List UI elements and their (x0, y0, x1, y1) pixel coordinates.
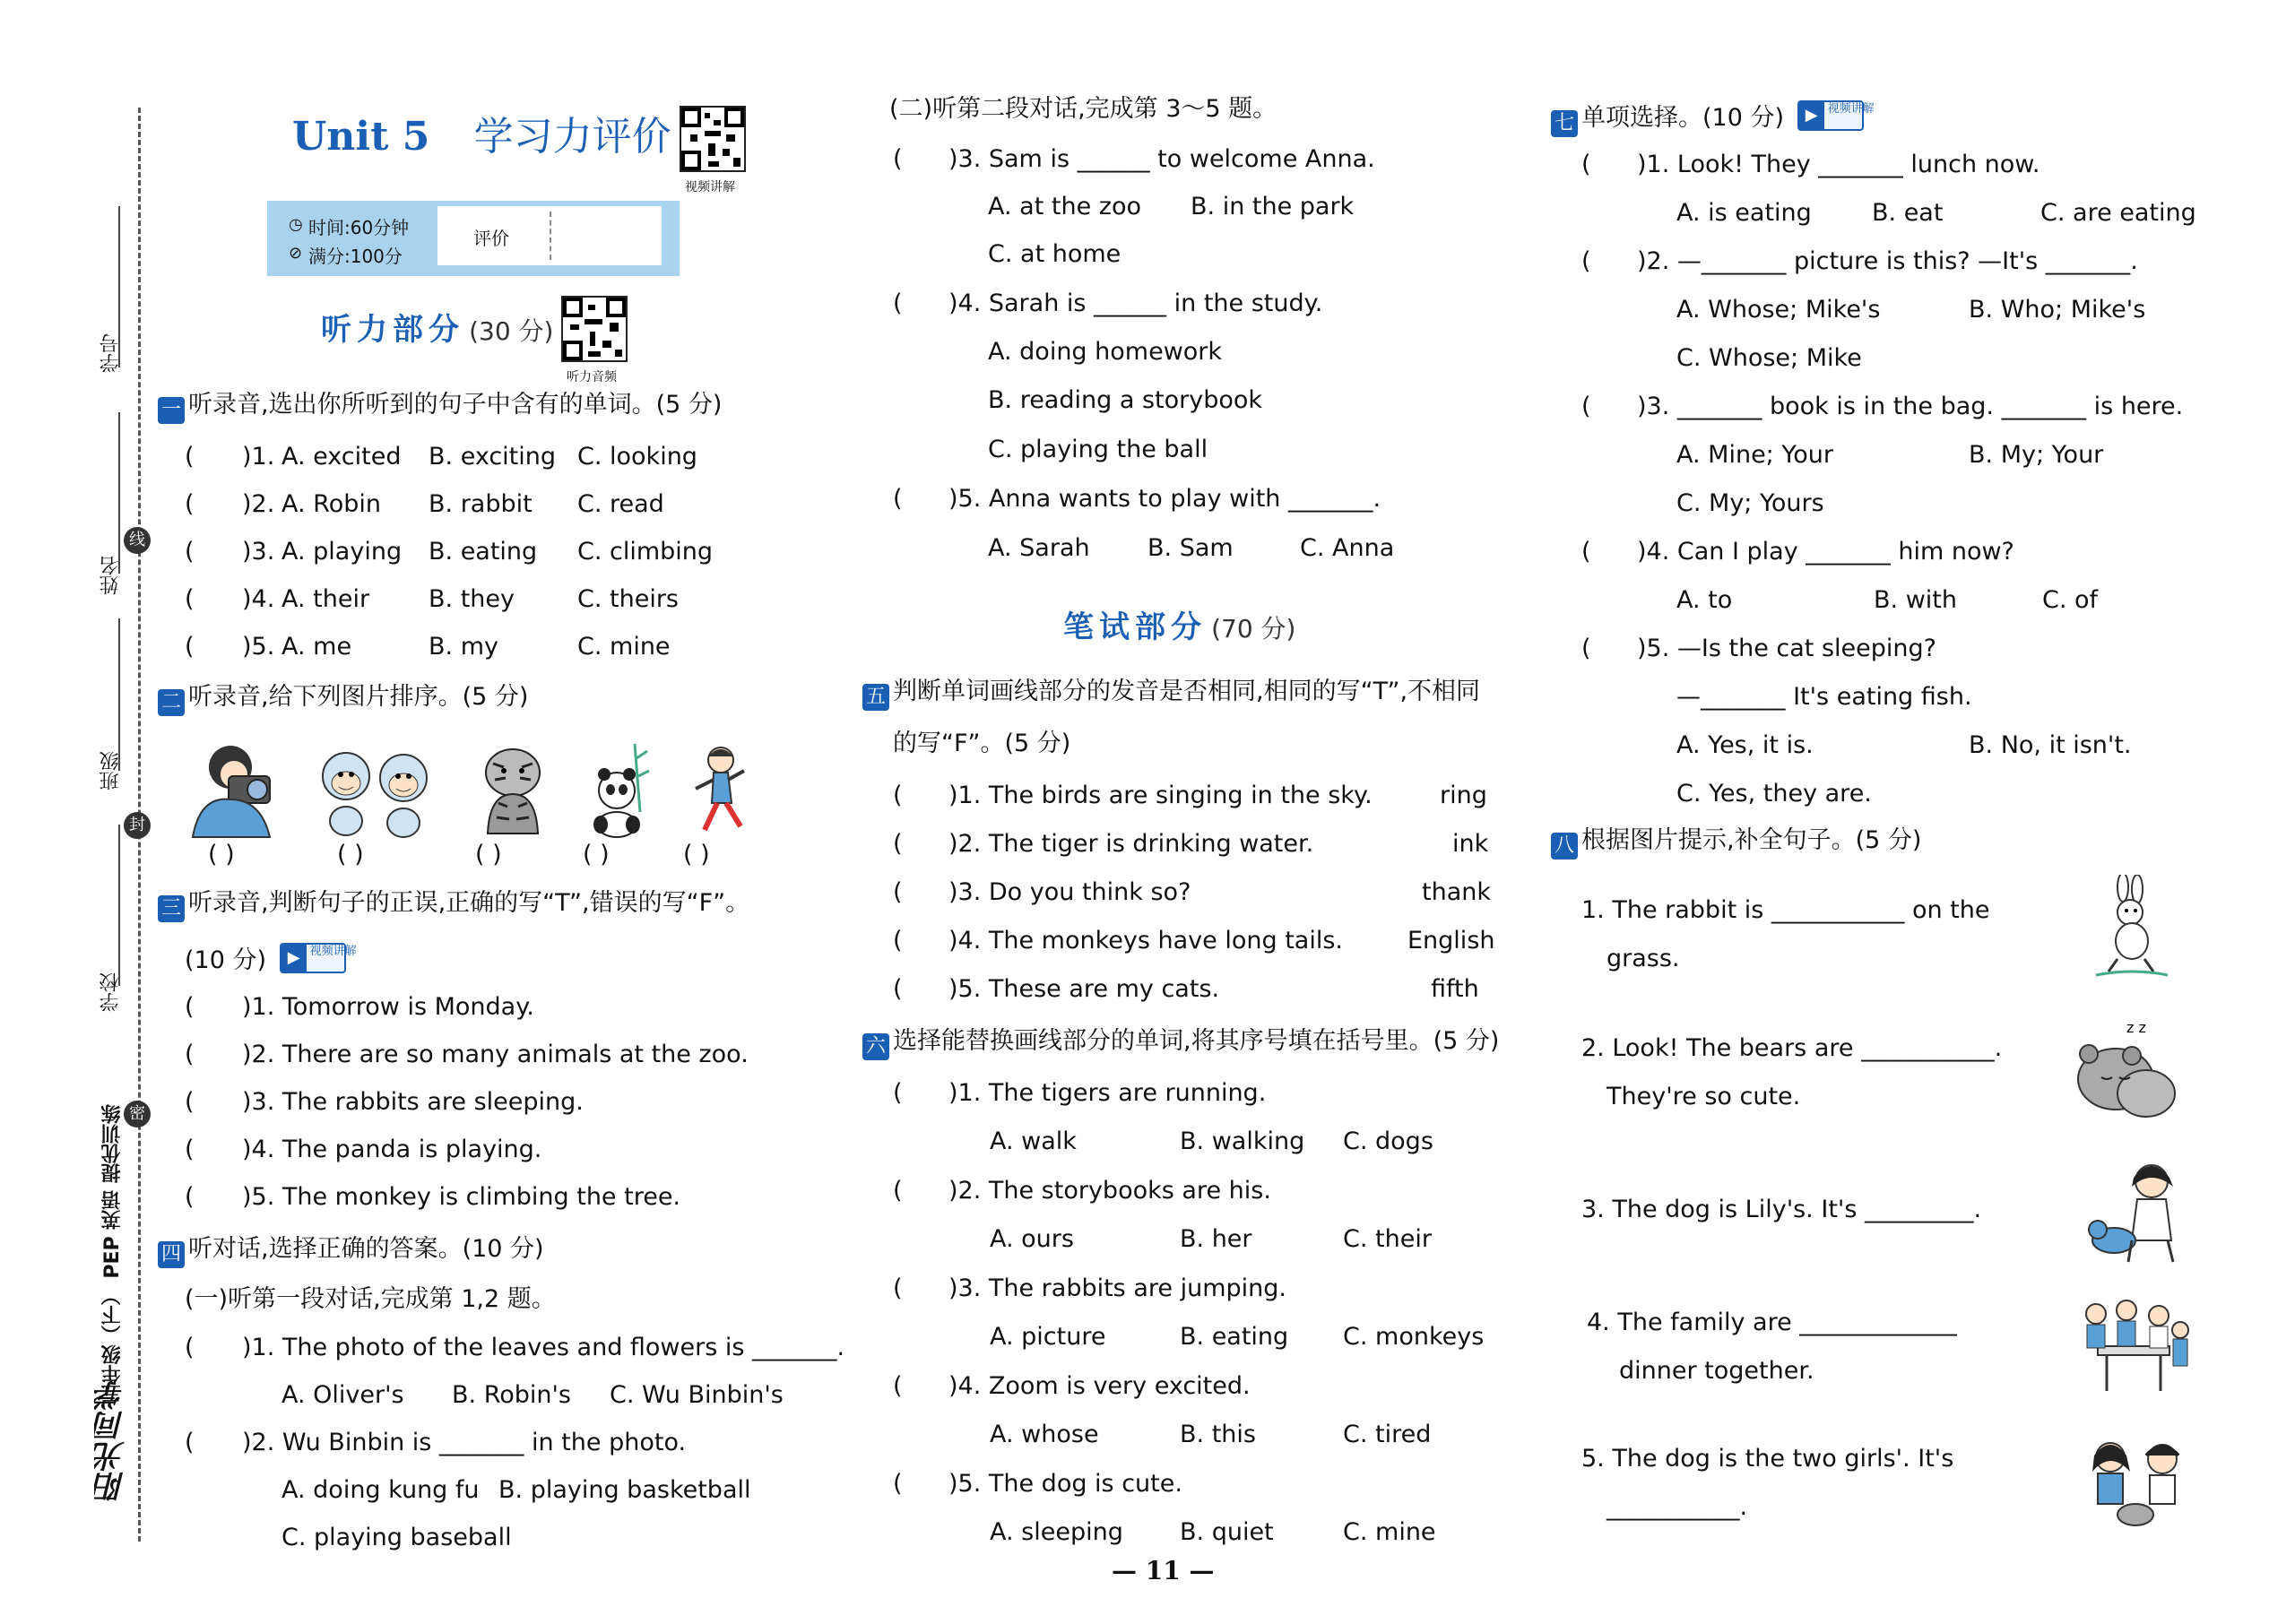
s4-q5-a: A. Sarah (988, 534, 1090, 562)
list-item: ( (185, 993, 195, 1021)
s8-q4-line1: 4. The family are _____________ (1587, 1309, 1957, 1336)
s6-q4: )4. Zoom is very excited. (948, 1372, 1251, 1400)
section1-num: 一 (158, 397, 185, 424)
s4-q1-a: A. Oliver's (281, 1381, 404, 1409)
s4-q1: )1. The photo of the leaves and flowers is _______. (242, 1334, 845, 1361)
play-icon: ▶ (1799, 102, 1824, 129)
section3-num: 三 (158, 895, 185, 922)
list-item: ( (185, 538, 195, 566)
sidebar-name-line (118, 412, 120, 574)
s4-q4-c: C. playing the ball (988, 436, 1208, 463)
section1-title: 一 听录音,选出你所听到的句子中含有的单词。(5 分) (158, 391, 722, 424)
list-item: ( (893, 927, 903, 955)
s4-q3-b: B. in the park (1191, 193, 1355, 220)
s4-q4-a: A. doing homework (988, 338, 1223, 366)
section6-title: 六 选择能替换画线部分的单词,将其序号填在括号里。(5 分) (862, 1027, 1499, 1060)
list-item: ( (893, 1470, 903, 1498)
s4-q5-c: C. Anna (1300, 534, 1395, 562)
list-item: ( (893, 289, 903, 317)
picture-blank-3[interactable]: ( ) (475, 841, 502, 868)
s7-q5: )5. —Is the cat sleeping? (1637, 635, 1936, 662)
section4-part2-title: (二)听第二段对话,完成第 3～5 题。 (889, 95, 1277, 123)
s4-q2-c: C. playing baseball (281, 1524, 512, 1551)
s5-q4: )4. The monkeys have long tails. (948, 927, 1343, 955)
s6-q3: )3. The rabbits are jumping. (948, 1274, 1286, 1302)
section8-num: 八 (1551, 833, 1578, 860)
s4-q2: )2. Wu Binbin is _______ in the photo. (242, 1429, 687, 1456)
s7-q2-b: B. Who; Mike's (1969, 296, 2146, 324)
s1-q5-a: A. me (281, 633, 352, 661)
s7-q2-a: A. Whose; Mike's (1676, 296, 1881, 324)
list-item: ( (185, 1334, 195, 1361)
s7-q2: )2. —_______ picture is this? —It's _______. (1637, 247, 2138, 275)
time-label: 时间:60分钟 (308, 217, 410, 238)
s8-q5-line1: 5. The dog is the two girls'. It's (1581, 1445, 1954, 1473)
s7-q5-a: A. Yes, it is. (1676, 731, 1814, 759)
s6-q1-b: B. walking (1180, 1127, 1305, 1155)
s7-q4-b: B. with (1874, 586, 1957, 614)
sidebar-name-label: 姓名 (100, 556, 122, 595)
listening-score: (30 分) (469, 316, 554, 346)
s6-q4-c: C. tired (1343, 1421, 1432, 1448)
s4-q3-c: C. at home (988, 240, 1122, 268)
s6-q3-a: A. picture (990, 1323, 1106, 1351)
seal-mark-mi: 密 (124, 1101, 151, 1127)
panda-picture (585, 740, 656, 839)
written-score: (70 分) (1211, 614, 1296, 644)
title-unit: Unit 5 (292, 114, 430, 160)
s7-q4-a: A. to (1676, 586, 1733, 614)
list-item: ( (1581, 151, 1591, 178)
s1-q4-b: B. they (429, 585, 515, 613)
s7-q3-c: C. My; Yours (1676, 489, 1824, 517)
video-explain-button[interactable]: ▶ 视频讲解 (280, 943, 346, 973)
s7-q3-b: B. My; Your (1969, 441, 2104, 469)
s6-q5: )5. The dog is cute. (948, 1470, 1182, 1498)
s4-q5-b: B. Sam (1148, 534, 1234, 562)
list-item: ( (185, 1429, 195, 1456)
qr-code-video[interactable] (680, 106, 746, 172)
list-item: ( (893, 782, 903, 809)
s3-q4: )4. The panda is playing. (242, 1136, 542, 1163)
s4-q1-c: C. Wu Binbin's (610, 1381, 784, 1409)
s8-q1-line1: 1. The rabbit is ___________ on the (1581, 896, 1990, 924)
s1-q4-c: C. theirs (577, 585, 679, 613)
list-item: ( (185, 585, 195, 613)
list-item: ( (893, 1079, 903, 1107)
s1-q5-c: C. mine (577, 633, 671, 661)
s1-q1-b: B. exciting (429, 443, 557, 471)
list-item: ( (185, 490, 195, 518)
s6-q5-c: C. mine (1343, 1518, 1436, 1546)
s6-q2: )2. The storybooks are his. (948, 1177, 1271, 1205)
section4-part1-title: (一)听第一段对话,完成第 1,2 题。 (185, 1285, 556, 1313)
s6-q2-c: C. their (1343, 1225, 1432, 1253)
s7-q1-b: B. eat (1872, 199, 1944, 227)
s6-q2-a: A. ours (990, 1225, 1074, 1253)
s7-q5-b: B. No, it isn't. (1969, 731, 2132, 759)
s8-q5-line2: ___________. (1606, 1493, 1748, 1521)
s7-q1-a: A. is eating (1676, 199, 1812, 227)
section2-num: 二 (158, 689, 185, 716)
s1-q1-c: C. looking (577, 443, 697, 471)
s8-q4-line2: dinner together. (1619, 1357, 1814, 1385)
svg-text:z z: z z (2126, 1019, 2146, 1036)
s7-q4: )4. Can I play _______ him now? (1637, 538, 2014, 566)
section5-num: 五 (862, 684, 889, 711)
list-item: ( (185, 443, 195, 471)
s4-q4: )4. Sarah is ______ in the study. (948, 289, 1323, 317)
section7-num: 七 (1551, 110, 1578, 137)
two-girls-with-dog-picture (2078, 1432, 2195, 1531)
s4-q3: )3. Sam is ______ to welcome Anna. (948, 145, 1375, 173)
tiger-picture (468, 740, 558, 839)
section4-num: 四 (158, 1241, 185, 1268)
list-item: ( (893, 975, 903, 1003)
s7-q5-c: C. Yes, they are. (1676, 780, 1872, 808)
s1-q5-num: )5. (242, 633, 275, 661)
s8-q2-line1: 2. Look! The bears are ___________. (1581, 1034, 2003, 1062)
s3-q3: )3. The rabbits are sleeping. (242, 1088, 584, 1116)
photographer-picture (184, 740, 291, 839)
s6-q5-a: A. sleeping (990, 1518, 1123, 1546)
section7-title: 七 单项选择。(10 分) ▶ 视频讲解 (1551, 100, 1864, 137)
rabbit-picture (2087, 875, 2177, 982)
s4-q3-a: A. at the zoo (988, 193, 1141, 220)
s4-q2-b: B. playing basketball (498, 1476, 751, 1504)
sidebar-series: 五年级（下） PEP 英语 提优训练 (101, 1104, 124, 1404)
s3-q5: )5. The monkey is climbing the tree. (242, 1183, 681, 1211)
s3-q1: )1. Tomorrow is Monday. (242, 993, 534, 1021)
s1-q1-a: A. excited (281, 443, 402, 471)
s7-q4-c: C. of (2042, 586, 2099, 614)
picture-blank-2[interactable]: ( ) (337, 841, 364, 868)
s5-q3: )3. Do you think so? (948, 878, 1191, 906)
s8-q1-line2: grass. (1606, 945, 1680, 972)
list-item: ( (893, 1274, 903, 1302)
section3-title: 三 听录音,判断句子的正误,正确的写“T”,错误的写“F”。 (158, 889, 749, 922)
s4-q5: )5. Anna wants to play with _______. (948, 485, 1381, 513)
s5-q5: )5. These are my cats. (948, 975, 1220, 1003)
s7-q5-line2: —_______ It's eating fish. (1676, 683, 1972, 711)
s5-q1-word: ring (1440, 782, 1487, 809)
sidebar-class-label: 班级 (100, 751, 122, 790)
list-item: ( (1581, 393, 1591, 420)
s6-q4-b: B. this (1180, 1421, 1256, 1448)
s1-q3-c: C. climbing (577, 538, 714, 566)
section3-score: (10 分) (185, 946, 267, 974)
page-title (292, 104, 671, 161)
eval-label: 评价 (473, 228, 509, 249)
s5-q1: )1. The birds are singing in the sky. (948, 782, 1373, 809)
listening-title: 听力部分 (321, 312, 464, 348)
sidebar-class-line (118, 618, 120, 771)
s1-q3-num: )3. (242, 538, 275, 566)
monkeys-picture (314, 740, 439, 839)
section2-title: 二 听录音,给下列图片排序。(5 分) (158, 683, 528, 716)
s1-q3-a: A. playing (281, 538, 403, 566)
picture-blank-1[interactable]: ( ) (208, 841, 235, 868)
s8-q2-line2: They're so cute. (1606, 1083, 1801, 1110)
picture-blank-5[interactable]: ( ) (683, 841, 710, 868)
audio-caption: 听力音频 (567, 370, 617, 384)
s7-q1-c: C. are eating (2040, 199, 2196, 227)
s1-q5-b: B. my (429, 633, 498, 661)
family-dinner-picture (2071, 1292, 2196, 1400)
qr-code-audio[interactable] (561, 296, 628, 362)
s5-q2-word: ink (1452, 830, 1489, 858)
s3-q2: )2. There are so many animals at the zoo. (242, 1041, 749, 1068)
section3-score-line (185, 943, 357, 975)
seal-mark-feng: 封 (124, 812, 151, 839)
s8-q3-line1: 3. The dog is Lily's. It's _________. (1581, 1196, 1982, 1223)
title-cn: 学习力评价 (473, 114, 671, 160)
check-icon: ⊘ (289, 244, 303, 263)
s5-q4-word: English (1407, 927, 1495, 955)
score-label: 满分:100分 (308, 246, 403, 267)
sleeping-bears-picture (2069, 1018, 2186, 1126)
listening-heading (321, 305, 553, 349)
s6-q1-c: C. dogs (1343, 1127, 1433, 1155)
s6-q4-a: A. whose (990, 1421, 1099, 1448)
list-item: ( (893, 145, 903, 173)
s1-q2-num: )2. (242, 490, 275, 518)
clock-icon: ◷ (289, 215, 303, 234)
s1-q2-c: C. read (577, 490, 664, 518)
sidebar-number-line (118, 206, 120, 367)
list-item: ( (185, 1136, 195, 1163)
s4-q1-b: B. Robin's (452, 1381, 571, 1409)
page-number: — 11 — (1112, 1556, 1215, 1585)
time-score-panel (267, 201, 680, 276)
list-item: ( (185, 1041, 195, 1068)
s1-q2-a: A. Robin (281, 490, 381, 518)
s5-q5-word: fifth (1431, 975, 1479, 1003)
list-item: ( (893, 830, 903, 858)
s7-q2-c: C. Whose; Mike (1676, 344, 1862, 372)
s4-q4-b: B. reading a storybook (988, 386, 1263, 414)
list-item: ( (893, 1177, 903, 1205)
s5-q3-word: thank (1422, 878, 1491, 906)
s1-q1-num: )1. (242, 443, 275, 471)
video-explain-button[interactable]: ▶ 视频讲解 (1797, 100, 1864, 131)
list-item: ( (1581, 247, 1591, 275)
s7-q3-a: A. Mine; Your (1676, 441, 1833, 469)
play-icon: ▶ (281, 945, 307, 972)
s1-q4-num: )4. (242, 585, 275, 613)
seal-mark-xian: 线 (124, 527, 151, 554)
section5-title-line1: 五 判断单词画线部分的发音是否相同,相同的写“T”,不相同 (862, 678, 1480, 711)
brand-logo: 阳光同学 (94, 1380, 130, 1502)
s6-q1-a: A. walk (990, 1127, 1077, 1155)
eval-divider (550, 212, 551, 260)
s5-q2: )2. The tiger is drinking water. (948, 830, 1314, 858)
s1-q4-a: A. their (281, 585, 370, 613)
section4-title: 四 听对话,选择正确的答案。(10 分) (158, 1235, 544, 1268)
list-item: ( (185, 633, 195, 661)
list-item: ( (1581, 635, 1591, 662)
s6-q5-b: B. quiet (1180, 1518, 1274, 1546)
s6-q1: )1. The tigers are running. (948, 1079, 1267, 1107)
list-item: ( (185, 1088, 195, 1116)
s4-q2-a: A. doing kung fu (281, 1476, 480, 1504)
sidebar-number-label: 学号 (100, 333, 122, 373)
s6-q3-b: B. eating (1180, 1323, 1289, 1351)
list-item: ( (185, 1183, 195, 1211)
sidebar-school-label: 学校 (100, 972, 122, 1012)
s1-q2-b: B. rabbit (429, 490, 533, 518)
list-item: ( (893, 878, 903, 906)
list-item: ( (893, 1372, 903, 1400)
picture-blank-4[interactable]: ( ) (583, 841, 610, 868)
section8-title: 八 根据图片提示,补全句子。(5 分) (1551, 826, 1921, 860)
s6-q2-b: B. her (1180, 1225, 1252, 1253)
written-heading (1063, 602, 1295, 646)
section6-num: 六 (862, 1033, 889, 1060)
eval-box[interactable] (437, 206, 662, 265)
s1-q3-b: B. eating (429, 538, 538, 566)
list-item: ( (893, 485, 903, 513)
running-boy-picture (681, 740, 753, 839)
s7-q3: )3. _______ book is in the bag. _______ is here. (1637, 393, 2184, 420)
sidebar-school-line (118, 825, 120, 986)
written-title: 笔试部分 (1063, 609, 1207, 645)
qr-caption: 视频讲解 (685, 180, 735, 194)
s6-q3-c: C. monkeys (1343, 1323, 1485, 1351)
list-item: ( (1581, 538, 1591, 566)
girl-with-dog-picture (2078, 1151, 2195, 1267)
section5-title-line2: 的写“F”。(5 分) (893, 730, 1071, 757)
s7-q1: )1. Look! They _______ lunch now. (1637, 151, 2040, 178)
